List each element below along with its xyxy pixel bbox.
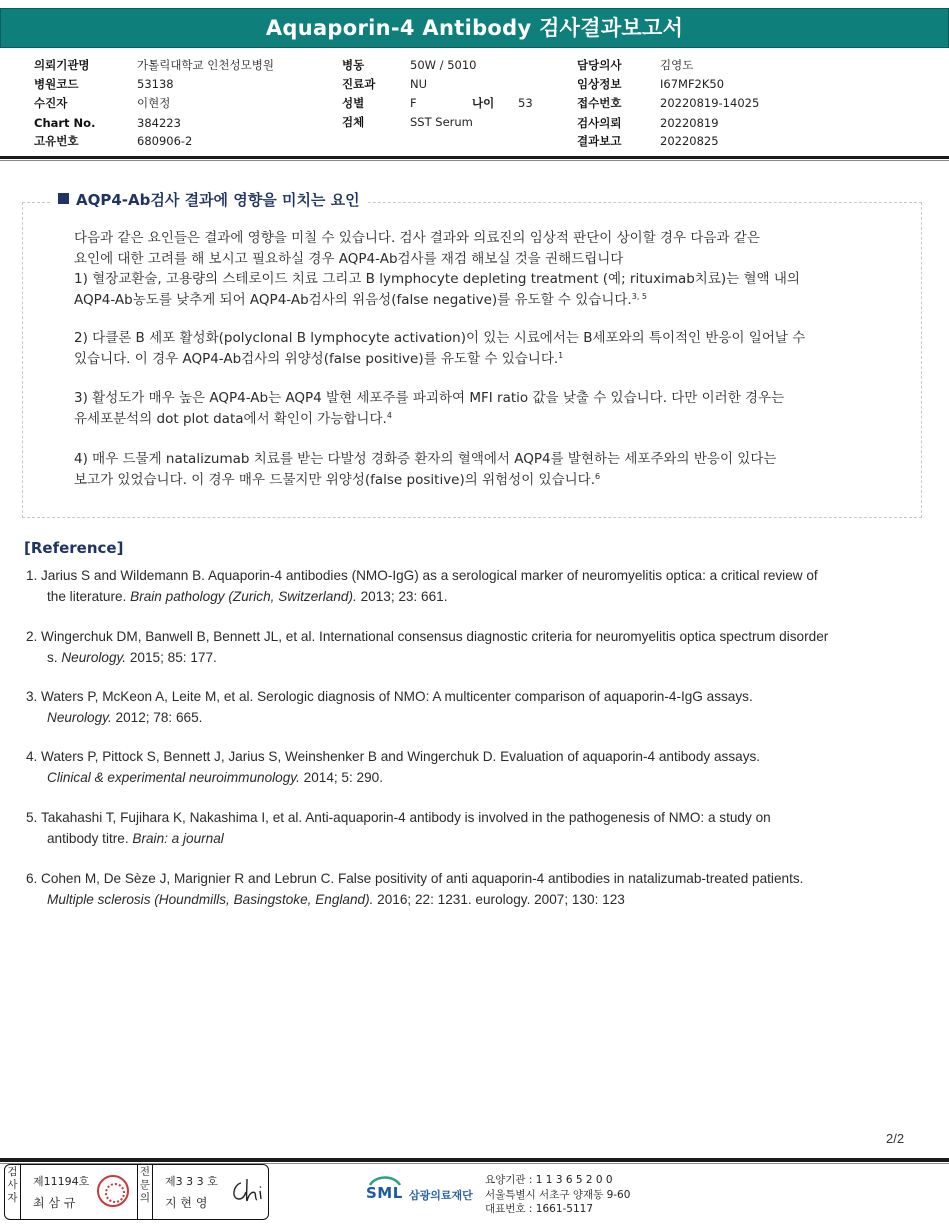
organization-name: 삼광의료재단: [409, 1189, 473, 1202]
header-divider-thin: [0, 160, 949, 161]
report-title: Aquaporin-4 Antibody 검사결과보고서: [0, 8, 949, 48]
header-divider: [0, 156, 949, 159]
reference-item: [26, 627, 946, 668]
value-department: NU: [410, 77, 428, 91]
doctor-signature: [227, 1175, 265, 1205]
reference-line1: Jarius S and Wildemann B. Aquaporin-4 antibodies (NMO-IgG) as a serological marker of neuromyelitis optica: a critical review of: [41, 568, 818, 583]
reference-number: 1.: [26, 568, 38, 583]
label-result-report-date: 결과보고: [577, 134, 622, 148]
value-ward: 50W / 5010: [410, 58, 477, 72]
factor-item-4-ref: 6: [595, 471, 601, 481]
value-hospital-code: 53138: [137, 77, 174, 91]
factor-item-2-line2: 있습니다. 이 경우 AQP4-Ab검사의 위양성(false positive)를 유도할 수 있습니다.$^1$: [74, 350, 564, 367]
reference-line1: Waters P, Pittock S, Bennett J, Jarius S, Weinshenker B and Wingerchuk D. Evaluation of aquaporin-4 antibody assays.: [41, 749, 761, 764]
label-unique-id: 고유번호: [34, 134, 79, 148]
label-patient-name: 수진자: [34, 96, 68, 110]
value-sex: F: [410, 96, 417, 110]
label-hospital-code: 병원코드: [34, 77, 79, 91]
value-unique-id: 680906-2: [137, 134, 193, 148]
factor-item-4-line2: 보고가 있었습니다. 이 경우 매우 드물지만 위양성(false positive)의 위험성이 있습니다.$^6$: [74, 471, 601, 488]
label-specimen: 검체: [342, 115, 365, 129]
label-age: 나이: [472, 96, 495, 110]
reference-line2: Multiple sclerosis (Houndmills, Basingstoke, England). 2016; 22: 1231. eurology. 2007; 130: 123: [47, 891, 625, 907]
reference-journal: Neurology.: [47, 709, 112, 725]
label-receipt-no: 접수번호: [577, 96, 622, 110]
reference-number: 4.: [26, 749, 38, 764]
label-ward: 병동: [342, 58, 365, 72]
reference-line2: the literature. Brain pathology (Zurich, Switzerland). 2013; 23: 661.: [47, 588, 448, 604]
factor-item-3: [74, 388, 904, 429]
reference-line2: antibody titre. Brain: a journal: [47, 830, 224, 846]
reference-number: 2.: [26, 629, 38, 644]
value-patient-name: 이현정: [137, 96, 171, 110]
factors-heading: [52, 189, 368, 210]
label-department: 진료과: [342, 77, 376, 91]
reference-line1: Waters P, McKeon A, Leite M, et al. Serologic diagnosis of NMO: A multicenter comparison of aquaporin-4-IgG assays.: [41, 689, 753, 704]
reference-line2: s. Neurology. 2015; 85: 177.: [47, 649, 217, 665]
value-requesting-institution: 가톨릭대학교 인천성모병원: [137, 58, 274, 72]
reference-item: [26, 566, 946, 607]
value-clinical-info: I67MF2K50: [660, 77, 725, 91]
value-receipt-no: 20220819-14025: [660, 96, 760, 110]
references-heading: [Reference]: [24, 539, 124, 557]
reference-journal: Multiple sclerosis (Houndmills, Basingstoke, England).: [47, 891, 374, 907]
value-test-request-date: 20220819: [660, 116, 719, 130]
factor-item-3-line2: 유세포분석의 dot plot data에서 확인이 가능합니다.$^4$: [74, 410, 392, 427]
lab-code: 요양기관 : 1 1 3 6 5 2 0 0: [485, 1174, 613, 1186]
reference-number: 5.: [26, 810, 38, 825]
reviewer-license-no: 제11194호: [33, 1175, 90, 1188]
label-physician: 담당의사: [577, 58, 622, 72]
factor-item-3-ref: 4: [386, 410, 392, 420]
reference-item: [26, 747, 946, 788]
factor-item-1-line2: AQP4-Ab농도를 낮추게 되어 AQP4-Ab검사의 위음성(false negative)를 유도할 수 있습니다.$^{3, 5}$: [74, 291, 647, 308]
reference-number: 3.: [26, 689, 38, 704]
label-test-request-date: 검사의뢰: [577, 116, 622, 130]
lab-address: 서울특별시 서초구 양재동 9-60: [485, 1188, 631, 1201]
factors-intro: [74, 228, 904, 310]
doctor-license-no: 제3 3 3 호: [165, 1175, 218, 1188]
value-age: 53: [518, 96, 533, 110]
doctor-label: 전문의: [137, 1165, 153, 1219]
lab-phone: 대표번호 : 1661-5117: [485, 1203, 594, 1215]
reference-number: 6.: [26, 871, 38, 886]
factor-item-2-ref: 1: [558, 350, 564, 360]
reference-journal: Neurology.: [61, 649, 127, 665]
reference-journal: Brain: a journal: [132, 830, 224, 846]
reference-item: [26, 687, 946, 728]
label-sex: 성별: [342, 96, 365, 110]
doctor-name: 지 현 영: [165, 1196, 208, 1210]
reference-line2: Clinical & experimental neuroimmunology. 2014; 5: 290.: [47, 769, 384, 785]
value-physician: 김영도: [660, 58, 694, 72]
reference-line1: Wingerchuk DM, Banwell B, Bennett JL, et al. International consensus diagnostic criteria for neuromyelitis optica spectrum disorder: [41, 629, 829, 644]
factors-title-text: AQP4-Ab검사 결과에 영향을 미치는 요인: [76, 191, 360, 209]
factor-item-3-line1: 3) 활성도가 매우 높은 AQP4-Ab는 AQP4 발현 세포주를 파괴하여 MFI ratio 값을 낮출 수 있습니다. 다만 이러한 경우는: [74, 390, 785, 406]
reference-journal: Clinical & experimental neuroimmunology.: [47, 769, 300, 785]
factor-item-4: [74, 449, 904, 490]
factor-item-2: [74, 328, 904, 369]
reviewer-label: 검사자: [5, 1165, 21, 1219]
reviewer-name: 최 삼 규: [33, 1196, 76, 1210]
value-specimen: SST Serum: [410, 115, 473, 129]
label-requesting-institution: 의뢰기관명: [34, 58, 90, 72]
footer-divider: [0, 1158, 949, 1162]
logo-text: SML: [366, 1184, 403, 1202]
factors-intro-line1: 다음과 같은 요인들은 결과에 영향을 미칠 수 있습니다. 검사 결과와 의료진의 임상적 판단이 상이할 경우 다음과 같은: [74, 230, 760, 246]
reference-item: [26, 808, 946, 849]
reference-item: [26, 869, 946, 910]
reference-line2: Neurology. 2012; 78: 665.: [47, 709, 203, 725]
square-bullet-icon: [58, 193, 69, 204]
signature-box: [4, 1164, 269, 1220]
page-number: 2/2: [886, 1131, 905, 1146]
factors-intro-line2: 요인에 대한 고려를 해 보시고 필요하실 경우 AQP4-Ab검사를 재검 해보실 것을 권해드립니다: [74, 250, 624, 267]
label-chart-no: Chart No.: [34, 116, 96, 130]
factor-item-2-line1: 2) 다클론 B 세포 활성화(polyclonal B lymphocyte activation)이 있는 시료에서는 B세포와의 특이적인 반응이 일어날 수: [74, 330, 806, 346]
reviewer-seal: [97, 1175, 129, 1207]
factor-item-1-ref: 3, 5: [631, 291, 647, 301]
value-result-report-date: 20220825: [660, 134, 719, 148]
value-chart-no: 384223: [137, 116, 181, 130]
reference-journal: Brain pathology (Zurich, Switzerland).: [130, 588, 357, 604]
lab-info: [485, 1173, 630, 1217]
factor-item-1-line1: 1) 혈장교환술, 고용량의 스테로이드 치료 그리고 B lymphocyte depleting treatment (예; rituximab치료)는 혈액 내의: [74, 271, 800, 287]
factor-item-4-line1: 4) 매우 드물게 natalizumab 치료를 받는 다발성 경화증 환자의 혈액에서 AQP4를 발현하는 세포주와의 반응이 있다는: [74, 451, 777, 467]
reference-line1: Takahashi T, Fujihara K, Nakashima I, et al. Anti-aquaporin-4 antibody is involved in the pathogenesis of NMO: a study on: [41, 810, 771, 825]
label-clinical-info: 임상정보: [577, 77, 622, 91]
reference-line1: Cohen M, De Sèze J, Marignier R and Lebrun C. False positivity of anti aquaporin-4 antibodies in natalizumab-treated patients.: [41, 871, 804, 886]
